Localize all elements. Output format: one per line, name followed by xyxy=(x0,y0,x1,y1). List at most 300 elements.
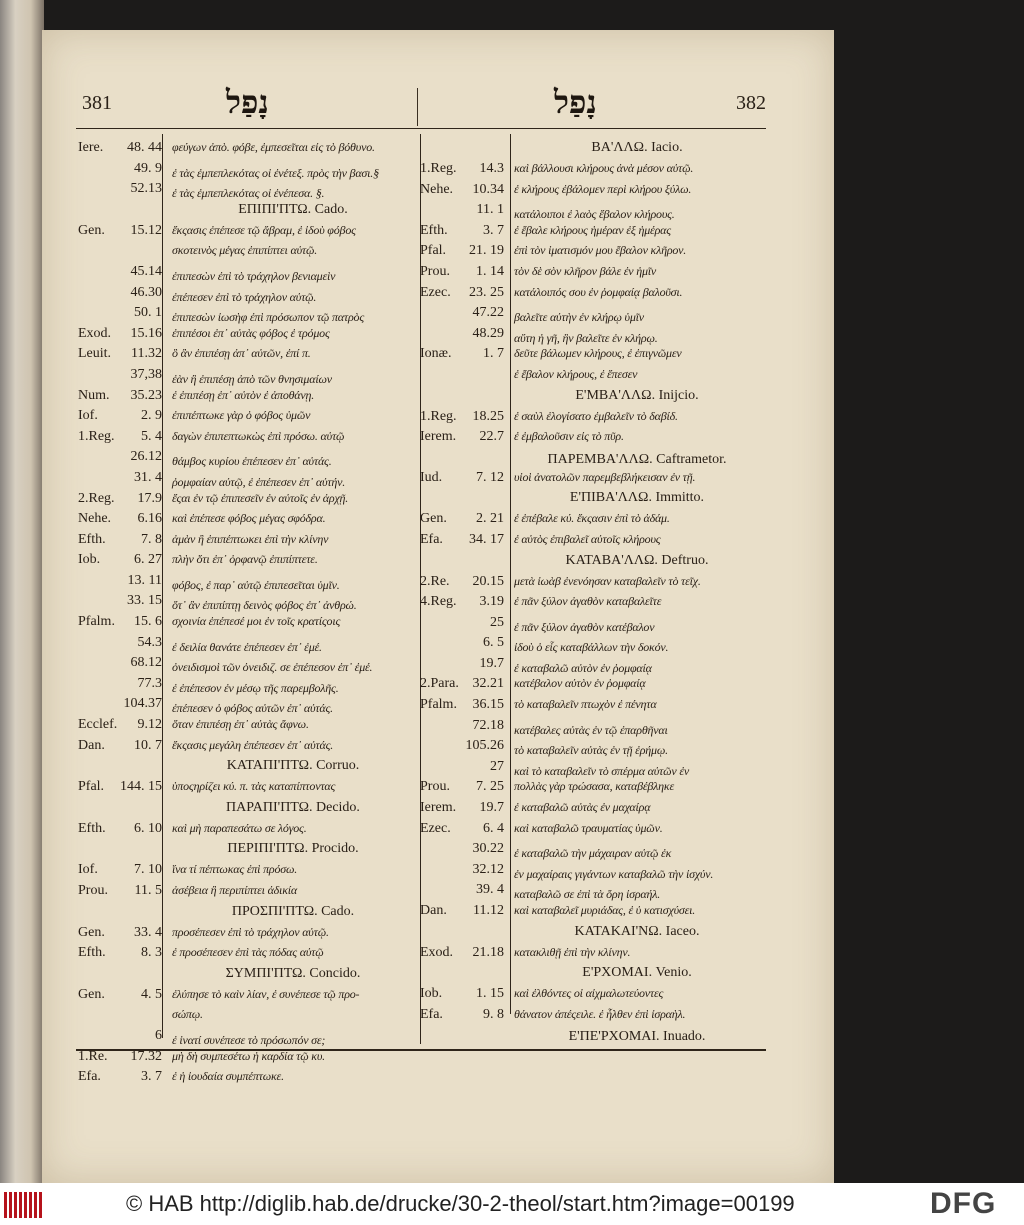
chapter-verse: 14.3 xyxy=(479,161,504,176)
concordance-entry xyxy=(420,305,766,326)
concordance-entry xyxy=(78,614,420,635)
book-abbrev: 1.Reg. xyxy=(420,408,457,424)
concordance-entry xyxy=(78,821,420,842)
chapter-verse: 68.12 xyxy=(130,655,162,671)
concordance-entry xyxy=(78,655,420,676)
book-abbrev: Ezec. xyxy=(420,284,451,300)
verse-reference xyxy=(78,449,166,465)
concordance-entry xyxy=(78,862,420,883)
chapter-verse: 104.37 xyxy=(123,696,162,712)
greek-quotation: ἐ κλήρους ἐβάλομεν περὶ κλήρου ξύλω. xyxy=(514,181,692,196)
concordance-entry xyxy=(78,1028,420,1049)
verse-reference xyxy=(78,181,166,197)
greek-quotation: ἵνα τί πέπτωκας ἐπὶ πρόσω. xyxy=(172,862,298,877)
chapter-verse: 8. 3 xyxy=(141,945,162,961)
chapter-verse: 11.32 xyxy=(131,346,162,362)
greek-quotation: θάνατον ἀπέςειλε. ἐ ἦλθεν ἐπὶ ἰσραὴλ. xyxy=(514,1006,686,1021)
concordance-entry xyxy=(420,676,766,697)
concordance-entry xyxy=(78,573,420,594)
verse-reference xyxy=(420,264,508,280)
verse-reference xyxy=(78,614,166,630)
concordance-entry xyxy=(78,532,420,553)
concordance-entry xyxy=(420,202,766,223)
verse-reference xyxy=(420,903,508,919)
greek-quotation: φόβος, ἐ παρ᾽ αὐτῷ ἐπιπεσεῖται ὑμῖν. xyxy=(172,577,340,592)
concordance-entry xyxy=(78,264,420,285)
greek-quotation: ἐ ἱνατί συνέπεσε τὸ πρόσωπόν σε; xyxy=(172,1032,326,1047)
verse-reference xyxy=(78,532,166,548)
chapter-verse: 17.9 xyxy=(137,490,162,506)
greek-quotation: ἐ καταβαλῶ αὐτὰς ἐν μαχαίρᾳ xyxy=(514,800,651,815)
verse-reference xyxy=(420,779,508,795)
concordance-entry xyxy=(78,491,420,512)
verse-reference xyxy=(78,635,166,651)
book-abbrev: Gen. xyxy=(78,924,105,940)
verse-reference xyxy=(420,223,508,239)
book-abbrev: Ecclef. xyxy=(78,717,118,733)
concordance-entry xyxy=(78,717,420,738)
concordance-entry xyxy=(420,821,766,842)
footer-bar xyxy=(0,1183,1024,1225)
chapter-verse: 23. 25 xyxy=(469,284,504,300)
dfg-logo: DFG xyxy=(930,1187,997,1220)
chapter-verse: 2. 21 xyxy=(476,511,504,527)
verse-reference xyxy=(420,470,508,486)
concordance-entry xyxy=(420,738,766,759)
book-abbrev: Exod. xyxy=(78,325,112,341)
greek-quotation: καταβαλῶ σε ἐπὶ τὰ ὄρη ἰσραήλ. xyxy=(514,887,661,902)
concordance-entry xyxy=(420,986,766,1007)
chapter-verse: 46.30 xyxy=(130,284,162,300)
book-abbrev: Ionæ. xyxy=(420,346,452,362)
book-abbrev: Pfal. xyxy=(420,243,447,259)
chapter-verse: 37,38 xyxy=(130,366,162,382)
verse-reference xyxy=(420,759,508,775)
greek-quotation: ἔςαι ἐν τῷ ἐπιπεσεῖν ἐν αὐτοῖς ἐν ἀρχῇ. xyxy=(172,490,349,505)
greek-quotation: ἐ ἐπιπέσῃ ἐπ᾽ αὐτὸν ἐ ἀποθάνῃ. xyxy=(172,387,315,402)
concordance-entry xyxy=(78,223,420,244)
verse-reference xyxy=(420,738,508,754)
hab-logo-icon xyxy=(4,1192,44,1218)
chapter-verse: 11.12 xyxy=(473,903,504,918)
greek-quotation: ἐ ἡ ἰουδαία συμπέπτωκε. xyxy=(172,1069,284,1084)
greek-quotation: σκοτεινὸς μέγας ἐπιπίπτει αὐτῷ. xyxy=(172,243,318,258)
verse-reference xyxy=(420,202,508,218)
greek-quotation: καὶ τὸ καταβαλεῖν τὸ σπέρμα αὐτῶν ἐν xyxy=(514,763,689,778)
book-spine xyxy=(0,0,44,1183)
greek-quotation: ἐπιπεσὼν ἰωσὴφ ἐπὶ πρόσωπον τῷ πατρὸς xyxy=(172,310,365,325)
concordance-entry xyxy=(420,326,766,347)
chapter-verse: 33. 15 xyxy=(127,593,162,609)
chapter-verse: 34. 17 xyxy=(469,531,504,547)
book-abbrev: 1.Re. xyxy=(78,1048,108,1064)
chapter-verse: 39. 4 xyxy=(476,882,504,898)
verse-reference xyxy=(78,408,166,424)
chapter-verse: 49. 9 xyxy=(134,160,162,176)
chapter-verse: 15.16 xyxy=(130,325,162,341)
concordance-entry xyxy=(78,676,420,697)
greek-quotation: κατέβαλον αὐτὸν ἐν ῥομφαίᾳ xyxy=(514,676,646,691)
chapter-verse: 1. 15 xyxy=(476,986,504,1002)
greek-quotation: θάμβος κυρίου ἐπέπεσεν ἐπ᾽ αὐτάς. xyxy=(172,454,332,469)
verse-reference xyxy=(78,552,166,568)
book-abbrev: Efth. xyxy=(420,222,448,238)
greek-quotation: ἐπιπέπτωκε γὰρ ὁ φόβος ὑμῶν xyxy=(172,408,311,423)
chapter-verse: 11. 1 xyxy=(476,202,504,218)
chapter-verse: 30.22 xyxy=(472,841,504,857)
concordance-entry xyxy=(420,532,766,553)
greek-quotation: ἔκςασις μεγάλη ἐπέπεσεν ἐπ᾽ αὐτάς. xyxy=(172,737,334,752)
chapter-verse: 48. 44 xyxy=(127,140,162,155)
verse-reference xyxy=(420,305,508,321)
chapter-verse: 35.23 xyxy=(130,387,162,403)
concordance-entry xyxy=(420,470,766,491)
book-abbrev: Efa. xyxy=(420,1006,443,1022)
concordance-entry xyxy=(420,367,766,388)
greek-quotation: ἐ τὰς ἐμπεπλεκότας οἱ ἐνέτεξ. πρὸς τὴν βασι.§ xyxy=(172,165,379,180)
greek-quotation: ἐπέπεσεν ὁ φόβος αὐτῶν ἐπ᾽ αὐτάς. xyxy=(172,701,333,716)
chapter-verse: 50. 1 xyxy=(134,305,162,321)
chapter-verse: 45.14 xyxy=(130,263,162,279)
concordance-entry xyxy=(420,223,766,244)
chapter-verse: 10.34 xyxy=(472,181,504,197)
chapter-verse: 15. 6 xyxy=(134,614,162,630)
chapter-verse: 20.15 xyxy=(472,573,504,589)
greek-quotation: πλὴν ὅτι ἐπ᾽ ὀρφανῷ ἐπιπίπτετε. xyxy=(172,552,318,567)
concordance-entry xyxy=(78,987,420,1008)
chapter-verse: 48.29 xyxy=(472,325,504,341)
concordance-entry xyxy=(420,161,766,182)
greek-quotation: ὃ ἂν ἐπιπέσῃ ἀπ᾽ αὐτῶν, ἐπί π. xyxy=(172,346,311,361)
chapter-verse: 9.12 xyxy=(137,717,162,733)
verse-reference xyxy=(420,511,508,527)
book-abbrev: Prou. xyxy=(420,779,450,795)
verse-reference xyxy=(78,925,166,941)
concordance-entry xyxy=(420,1007,766,1028)
book-abbrev: Ierem. xyxy=(420,800,457,816)
right-column xyxy=(420,140,766,1047)
verse-reference xyxy=(420,945,508,961)
concordance-entry xyxy=(420,779,766,800)
verse-reference xyxy=(78,140,166,156)
book-abbrev: Pfalm. xyxy=(420,697,457,713)
chapter-verse: 25 xyxy=(490,614,504,630)
greek-quotation: σχοινία ἐπέπεσέ μοι ἐν τοῖς κρατίςοις xyxy=(172,614,341,629)
book-abbrev: 4.Reg. xyxy=(420,594,457,610)
chapter-verse: 13. 11 xyxy=(127,572,162,588)
chapter-verse: 7. 8 xyxy=(141,531,162,547)
book-abbrev: Dan. xyxy=(420,903,447,918)
verse-reference xyxy=(78,779,166,795)
verse-reference xyxy=(78,367,166,383)
greek-quotation: κατακλιθῇ ἐπὶ τὴν κλίνην. xyxy=(514,944,631,959)
book-abbrev: Efa. xyxy=(78,1069,101,1085)
verse-reference xyxy=(420,718,508,734)
verse-reference xyxy=(78,346,166,362)
greek-quotation: τὸ καταβαλεῖν πτωχὸν ἐ πένητα xyxy=(514,697,657,712)
greek-quotation: ἐπὶ τὸν ἱματισμόν μου ἔβαλον κλῆρον. xyxy=(514,243,687,258)
greek-quotation: ἐ προσέπεσεν ἐπὶ τὰς πόδας αὐτῷ xyxy=(172,945,324,960)
chapter-verse: 105.26 xyxy=(465,738,504,754)
concordance-entry xyxy=(78,305,420,326)
greek-quotation: ἐπιπεσὼν ἐπὶ τὸ τράχηλον βενιαμεὶν xyxy=(172,268,336,283)
section-heading: Ε'ΠΙΒΑ'ΛΛΩ. Immitto. xyxy=(569,490,705,506)
book-abbrev: Prou. xyxy=(78,883,108,898)
concordance-entry xyxy=(420,243,766,264)
verse-reference xyxy=(78,655,166,671)
verse-reference xyxy=(420,326,508,342)
verse-reference xyxy=(420,986,508,1002)
verse-reference xyxy=(420,243,508,259)
chapter-verse: 22.7 xyxy=(479,429,504,445)
greek-quotation: πολλὰς γὰρ τρώσασα, καταβέβληκε xyxy=(514,779,674,794)
concordance-entry xyxy=(420,882,766,903)
book-abbrev: Pfal. xyxy=(78,779,105,795)
greek-quotation: βαλεῖτε αὐτὴν ἐν κλήρῳ ὑμῖν xyxy=(514,310,644,325)
verse-reference xyxy=(420,882,508,898)
concordance-entry xyxy=(420,594,766,615)
concordance-entry xyxy=(420,718,766,739)
greek-quotation: ὅτ᾽ ἂν ἐπιπίπτῃ δεινὸς φόβος ἐπ᾽ ἀνθρώ. xyxy=(172,598,357,613)
chapter-verse: 6. 10 xyxy=(134,820,162,836)
greek-quotation: κατάλοιποι ἐ λαὸς ἔβαλον κλήρους. xyxy=(514,207,675,222)
greek-quotation: μετὰ ἰωὰβ ἐνενόησαν καταβαλεῖν τὸ τεῖχ. xyxy=(514,573,701,588)
greek-quotation: ἐ τὰς ἐμπεπλεκότας οἱ ἐνέπεσα. §. xyxy=(172,186,325,201)
verse-reference xyxy=(420,161,508,177)
concordance-entry xyxy=(78,140,420,161)
hebrew-heading-left: נָפַל xyxy=(226,84,269,120)
chapter-verse: 5. 4 xyxy=(141,428,162,444)
section-heading: Ε'ΠΕ'ΡΧΟΜΑΙ. Inuado. xyxy=(568,1029,706,1045)
verse-reference xyxy=(420,574,508,590)
greek-quotation: τὸ καταβαλεῖν αὐτὰς ἐν τῇ ἐρήμῳ. xyxy=(514,743,668,758)
greek-quotation: ἐπιπέσοι ἐπ᾽ αὐτὰς φόβος ἐ τρόμος xyxy=(172,325,330,340)
verse-reference xyxy=(78,161,166,177)
verse-reference xyxy=(78,305,166,321)
chapter-verse: 11. 5 xyxy=(134,883,162,898)
greek-quotation: μὴ δὴ συμπεσέτω ἡ καρδία τῷ κυ. xyxy=(172,1048,325,1063)
concordance-entry xyxy=(78,449,420,470)
greek-quotation: κατέβαλες αὐτὰς ἐν τῷ ἐπαρθῆναι xyxy=(514,722,668,737)
concordance-entry xyxy=(78,470,420,491)
concordance-entry xyxy=(420,511,766,532)
verse-reference xyxy=(78,593,166,609)
verse-reference xyxy=(78,717,166,733)
verse-reference xyxy=(420,841,508,857)
greek-quotation: ἐ καταβαλῶ τὴν μάχαιραν αὐτῷ ἐκ xyxy=(514,846,672,861)
section-heading: Ε'ΡΧΟΜΑΙ. Venio. xyxy=(582,965,692,981)
book-abbrev: Nehe. xyxy=(78,511,112,527)
concordance-entry xyxy=(420,945,766,966)
chapter-verse: 21.18 xyxy=(472,944,504,960)
verse-reference xyxy=(78,470,166,486)
book-abbrev: Gen. xyxy=(78,222,105,238)
verse-reference xyxy=(78,264,166,280)
chapter-verse: 18.25 xyxy=(472,408,504,424)
chapter-verse: 3. 7 xyxy=(141,1069,162,1085)
verse-reference xyxy=(420,532,508,548)
book-abbrev: Iud. xyxy=(420,469,443,485)
concordance-entry xyxy=(420,429,766,450)
verse-reference xyxy=(420,635,508,651)
page-header xyxy=(76,84,766,128)
greek-quotation: αὕτη ἡ γῆ, ἣν βαλεῖτε ἐν κλήρῳ. xyxy=(514,330,658,345)
verse-reference xyxy=(420,429,508,445)
concordance-entry xyxy=(420,759,766,780)
section-heading: ΣΥΜΠΙ'ΠΤΩ. Concido. xyxy=(225,965,361,981)
chapter-verse: 26.12 xyxy=(130,449,162,465)
greek-quotation: προσέπεσεν ἐπὶ τὸ τράχηλον αὐτῷ. xyxy=(172,924,329,939)
concordance-entry xyxy=(78,883,420,904)
concordance-entry xyxy=(78,1007,420,1028)
greek-quotation: ἐ αὐτὸς ἐπιβαλεῖ αὐτοῖς κλήρους xyxy=(514,531,661,546)
verse-reference xyxy=(420,182,508,198)
section-heading: ΚΑΤΑΒΑ'ΛΛΩ. Deftruo. xyxy=(565,552,709,568)
greek-quotation: ὑποςηρίζει κύ. π. τὰς καταπίπτοντας xyxy=(172,779,336,794)
chapter-verse: 144. 15 xyxy=(120,779,162,795)
verse-reference xyxy=(78,223,166,239)
book-abbrev: Iob. xyxy=(78,552,101,568)
book-abbrev: Gen. xyxy=(78,986,105,1002)
verse-reference xyxy=(78,987,166,1003)
greek-quotation: τὸν δὲ σὸν κλῆρον βάλε ἐν ἡμῖν xyxy=(514,263,657,278)
greek-quotation: καὶ καταβαλεῖ μυριάδας, ἐ ὐ κατισχύσει. xyxy=(514,903,696,917)
verse-reference xyxy=(420,656,508,672)
greek-quotation: ἐλύπησε τὸ καὶν λίαν, ἐ συνέπεσε τῷ προ- xyxy=(172,986,360,1001)
concordance-entry xyxy=(78,326,420,347)
chapter-verse: 1. 14 xyxy=(476,263,504,279)
chapter-verse: 7. 12 xyxy=(476,469,504,485)
concordance-entry xyxy=(78,1069,420,1090)
greek-quotation: ἐ ἐπέπεσον ἐν μέσῳ τῆς παρεμβολῆς. xyxy=(172,680,339,695)
concordance-entry xyxy=(420,656,766,677)
verse-reference xyxy=(420,862,508,878)
concordance-entry xyxy=(78,779,420,800)
chapter-verse: 3.19 xyxy=(479,594,504,610)
hebrew-heading-right: נָפַל xyxy=(554,84,597,120)
greek-quotation: φεύγων ἀπὸ. φόβε, ἐμπεσεῖται εἰς τὸ βόθυνο. xyxy=(172,140,375,154)
verse-reference xyxy=(78,1028,166,1044)
book-abbrev: Nehe. xyxy=(420,181,454,197)
concordance-entry xyxy=(420,346,766,367)
verse-reference xyxy=(420,800,508,816)
verse-reference xyxy=(420,285,508,301)
verse-reference xyxy=(78,738,166,754)
greek-quotation: ἐ ἐπέβαλε κύ. ἔκςασιν ἐπὶ τὸ ἀδάμ. xyxy=(514,511,670,526)
header-divider xyxy=(417,88,418,126)
verse-reference xyxy=(420,676,508,692)
section-heading: ΕΠΙΠΙ'ΠΤΩ. Cado. xyxy=(238,201,348,217)
chapter-verse: 6. 4 xyxy=(483,820,504,836)
book-abbrev: Ierem. xyxy=(420,429,457,445)
book-abbrev: Prou. xyxy=(420,263,450,279)
verse-reference xyxy=(78,429,166,445)
verse-reference xyxy=(78,326,166,342)
greek-quotation: καὶ βάλλουσι κλήρους ἀνὰ μέσον αὐτῷ. xyxy=(514,161,694,175)
section-heading: ΚΑΤΑΚΑΙ'ΝΩ. Iaceo. xyxy=(574,923,700,939)
chapter-verse: 1. 7 xyxy=(483,346,504,362)
concordance-entry xyxy=(420,615,766,636)
chapter-verse: 6. 5 xyxy=(483,635,504,651)
chapter-verse: 31. 4 xyxy=(134,469,162,485)
book-abbrev: Leuit. xyxy=(78,346,112,362)
greek-quotation: ἐ ἔβαλε κλήρους ἡμέραν ἐξ ἡμέρας xyxy=(514,222,671,237)
verse-reference xyxy=(78,388,166,404)
chapter-verse: 33. 4 xyxy=(134,924,162,940)
concordance-entry xyxy=(420,574,766,595)
concordance-entry xyxy=(420,182,766,203)
greek-quotation: ἐπέπεσεν ἐπὶ τὸ τράχηλον αὐτῷ. xyxy=(172,289,317,304)
concordance-entry xyxy=(78,408,420,429)
greek-quotation: κατάλοιπός σου ἐν ῥομφαίᾳ βαλοῦσι. xyxy=(514,284,683,299)
book-abbrev: Iob. xyxy=(420,986,443,1002)
book-abbrev: Efth. xyxy=(78,820,106,836)
chapter-verse: 27 xyxy=(490,758,504,774)
concordance-entry xyxy=(78,593,420,614)
concordance-entry xyxy=(420,903,766,924)
verse-reference xyxy=(420,409,508,425)
greek-quotation: ὅταν ἐπιπέσῃ ἐπ᾽ αὐτὰς ἄφνω. xyxy=(172,717,309,732)
concordance-entry xyxy=(420,635,766,656)
chapter-verse: 47.22 xyxy=(472,305,504,321)
section-heading: ΚΑΤΑΠΙ'ΠΤΩ. Corruo. xyxy=(226,758,360,774)
chapter-verse: 15.12 xyxy=(130,222,162,238)
concordance-entry xyxy=(78,285,420,306)
concordance-entry xyxy=(78,367,420,388)
greek-quotation: ἀμὰν ἢ ἐπιπέπτωκει ἐπὶ τὴν κλίνην xyxy=(172,531,329,546)
book-abbrev: 2.Reg. xyxy=(78,490,115,506)
greek-quotation: καὶ ἐλθόντες οἱ αἰχμαλωτεύοντες xyxy=(514,986,664,1001)
concordance-entry xyxy=(78,945,420,966)
concordance-entry xyxy=(420,409,766,430)
verse-reference xyxy=(78,696,166,712)
chapter-verse: 19.7 xyxy=(479,800,504,816)
concordance-entry xyxy=(420,800,766,821)
footer-source-link[interactable]: © HAB http://diglib.hab.de/drucke/30-2-theol/start.htm?image=00199 xyxy=(126,1191,795,1216)
greek-quotation: ἐ πᾶν ξύλον ἀγαθὸν καταβαλεῖτε xyxy=(514,594,662,609)
verse-reference xyxy=(78,945,166,961)
section-heading: ΒΑ'ΛΛΩ. Iacio. xyxy=(591,140,683,155)
verse-reference xyxy=(78,285,166,301)
concordance-entry xyxy=(78,511,420,532)
verse-reference xyxy=(78,862,166,878)
chapter-verse: 54.3 xyxy=(137,634,162,650)
chapter-verse: 6.16 xyxy=(137,511,162,527)
verse-reference xyxy=(78,1049,166,1065)
verse-reference xyxy=(78,1069,166,1085)
verse-reference xyxy=(420,697,508,713)
verse-reference xyxy=(420,615,508,631)
concordance-entry xyxy=(78,388,420,409)
book-abbrev: Num. xyxy=(78,387,110,403)
chapter-verse: 77.3 xyxy=(137,675,162,691)
book-abbrev: Pfalm. xyxy=(78,614,115,630)
concordance-entry xyxy=(78,1049,420,1070)
book-abbrev: 1.Reg. xyxy=(420,161,457,176)
concordance-entry xyxy=(78,635,420,656)
verse-reference xyxy=(78,511,166,527)
greek-quotation: ὀνειδισμοὶ τῶν ὀνειδιζ. σε ἐπέπεσον ἐπ᾽ ἐμέ. xyxy=(172,660,373,675)
section-heading: ΠΑΡΕΜΒΑ'ΛΛΩ. Caftrametor. xyxy=(547,451,727,467)
verse-reference xyxy=(78,821,166,837)
section-heading: ΠΕΡΙΠΙ'ΠΤΩ. Procido. xyxy=(227,841,359,857)
greek-quotation: ἐ δειλία θανάτε ἐπέπεσεν ἐπ᾽ ἐμέ. xyxy=(172,639,322,654)
greek-quotation: καὶ καταβαλῶ τραυματίας ὑμῶν. xyxy=(514,820,663,835)
chapter-verse: 52.13 xyxy=(130,181,162,197)
chapter-verse: 21. 19 xyxy=(469,243,504,259)
concordance-entry xyxy=(420,862,766,883)
book-abbrev: 2.Para. xyxy=(420,676,459,692)
